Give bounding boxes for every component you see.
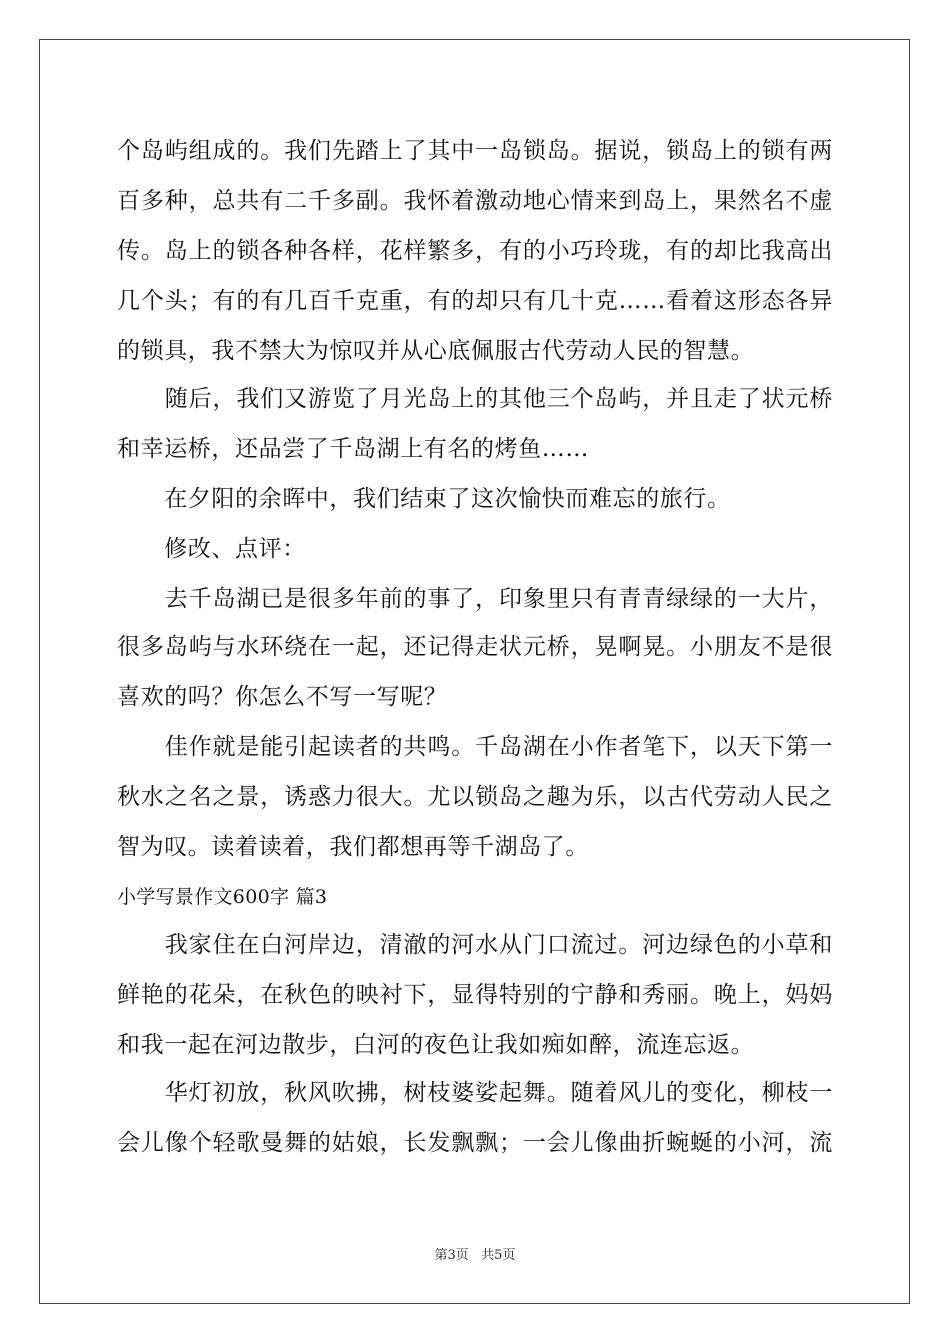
page-border [39, 39, 910, 1304]
text-line: 在夕阳的余晖中，我们结束了这次愉快而难忘的旅行。 [117, 486, 731, 512]
text-line: 的锁具，我不禁大为惊叹并从心底佩服古代劳动人民的智慧。 [117, 338, 755, 364]
text-line: 会儿像个轻歌曼舞的姑娘，长发飘飘；一会儿像曲折蜿蜒的小河，流 [117, 1130, 833, 1156]
text-line: 鲜艳的花朵，在秋色的映衬下，显得特别的宁静和秀丽。晚上，妈妈 [117, 982, 833, 1008]
section-heading: 小学写景作文600字 篇3 [117, 886, 328, 908]
page-number-footer: 第3页 共5页 [434, 1248, 516, 1263]
text-line: 百多种，总共有二千多副。我怀着激动地心情来到岛上，果然名不虚 [117, 188, 833, 214]
text-line: 修改、点评： [117, 536, 306, 562]
text-line: 佳作就是能引起读者的共鸣。千岛湖在小作者笔下，以天下第一 [117, 734, 833, 760]
text-line: 我家住在白河岸边，清澈的河水从门口流过。河边绿色的小草和 [117, 932, 833, 958]
text-line: 随后，我们又游览了月光岛上的其他三个岛屿，并且走了状元桥 [117, 386, 833, 412]
text-line: 传。岛上的锁各种各样，花样繁多，有的小巧玲珑，有的却比我高出 [117, 238, 833, 264]
text-line: 华灯初放，秋风吹拂，树枝婆娑起舞。随着风儿的变化，柳枝一 [117, 1080, 833, 1106]
text-line: 秋水之名之景，诱惑力很大。尤以锁岛之趣为乐，以古代劳动人民之 [117, 784, 833, 810]
text-line: 去千岛湖已是很多年前的事了，印象里只有青青绿绿的一大片， [117, 586, 833, 612]
text-line: 和幸运桥，还品尝了千岛湖上有名的烤鱼…… [117, 436, 589, 462]
text-line: 个岛屿组成的。我们先踏上了其中一岛锁岛。据说，锁岛上的锁有两 [117, 138, 833, 164]
text-line: 和我一起在河边散步，白河的夜色让我如痴如醉，流连忘返。 [117, 1032, 755, 1058]
text-line: 很多岛屿与水环绕在一起，还记得走状元桥，晃啊晃。小朋友不是很 [117, 634, 833, 660]
text-line: 喜欢的吗？你怎么不写一写呢？ [117, 684, 448, 710]
text-line: 智为叹。读着读着，我们都想再等千湖岛了。 [117, 834, 589, 860]
text-line: 几个头；有的有几百千克重，有的却只有几十克……看着这形态各异 [117, 288, 833, 314]
